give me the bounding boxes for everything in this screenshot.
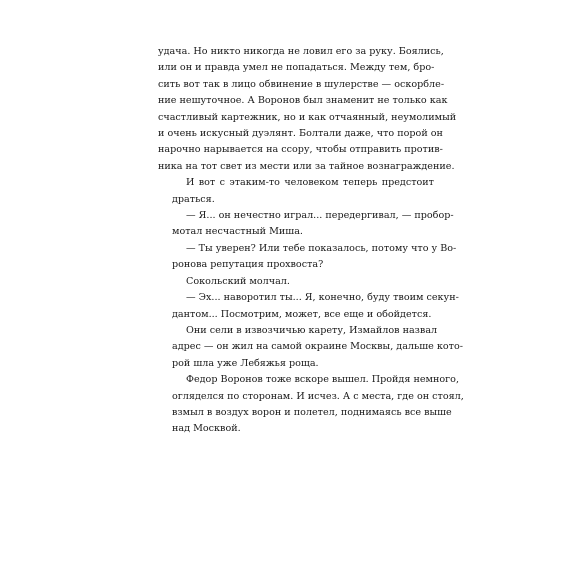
- text-line: Сокольский молчал.: [186, 275, 290, 287]
- text-line: сить вот так в лицо обвинение в шулерстве — оскорбле-: [158, 78, 445, 90]
- paragraph-2: [158, 175, 434, 208]
- text-line: Федор Воронов тоже вскоре вышел. Пройдя немного,: [186, 374, 460, 386]
- text-line: ние нешуточное. А Воронов был знаменит не только как: [158, 95, 448, 107]
- paragraph-5: [158, 274, 434, 290]
- text-line: взмыл в воздух ворон и полетел, поднимаясь все выше: [172, 406, 452, 418]
- text-line: — Эх... наворотил ты... Я, конечно, буду твоим секун-: [186, 292, 459, 304]
- page-text: [158, 44, 464, 438]
- text-line: — Ты уверен? Или тебе показалось, потому что у Во-: [186, 242, 457, 254]
- text-line: счастливый картежник, но и как отчаянный, неумолимый: [158, 111, 457, 123]
- text-line: Они сели в извозчичью карету, Измайлов назвал: [186, 324, 438, 336]
- text-line: удача. Но никто никогда не ловил его за руку. Боялись,: [158, 46, 444, 57]
- text-line: — Я... он нечестно играл... передергивал, — пробор-: [186, 210, 454, 222]
- text-line: адрес — он жил на самой окраине Москвы, дальше кото-: [172, 341, 463, 353]
- text-line: И вот с этаким-то человеком теперь предстоит: [186, 177, 434, 189]
- paragraph-6: [158, 290, 459, 323]
- paragraph-7: [158, 323, 463, 372]
- text-line: огляделся по сторонам. И исчез. А с места, где он стоял,: [172, 390, 464, 402]
- text-line: над Москвой.: [172, 423, 241, 435]
- paragraph-4: [158, 241, 457, 274]
- text-line: и очень искусный дуэлянт. Болтали даже, что порой он: [158, 128, 443, 140]
- text-line: рой шла уже Лебяжья роща.: [172, 357, 319, 369]
- text-line: ронова репутация прохвоста?: [172, 259, 324, 271]
- text-line: драться.: [172, 193, 215, 205]
- text-line: или он и правда умел не попадаться. Между тем, бро-: [158, 62, 435, 74]
- text-line: ника на тот свет из мести или за тайное вознаграждение.: [158, 160, 455, 172]
- paragraph-8: [158, 372, 464, 438]
- paragraph-1: [158, 44, 457, 175]
- text-line: мотал несчастный Миша.: [172, 226, 303, 238]
- text-line: нарочно нарывается на ссору, чтобы отправить против-: [158, 144, 443, 156]
- paragraph-3: [158, 208, 454, 241]
- text-line: дантом... Посмотрим, может, все еще и обойдется.: [172, 308, 432, 320]
